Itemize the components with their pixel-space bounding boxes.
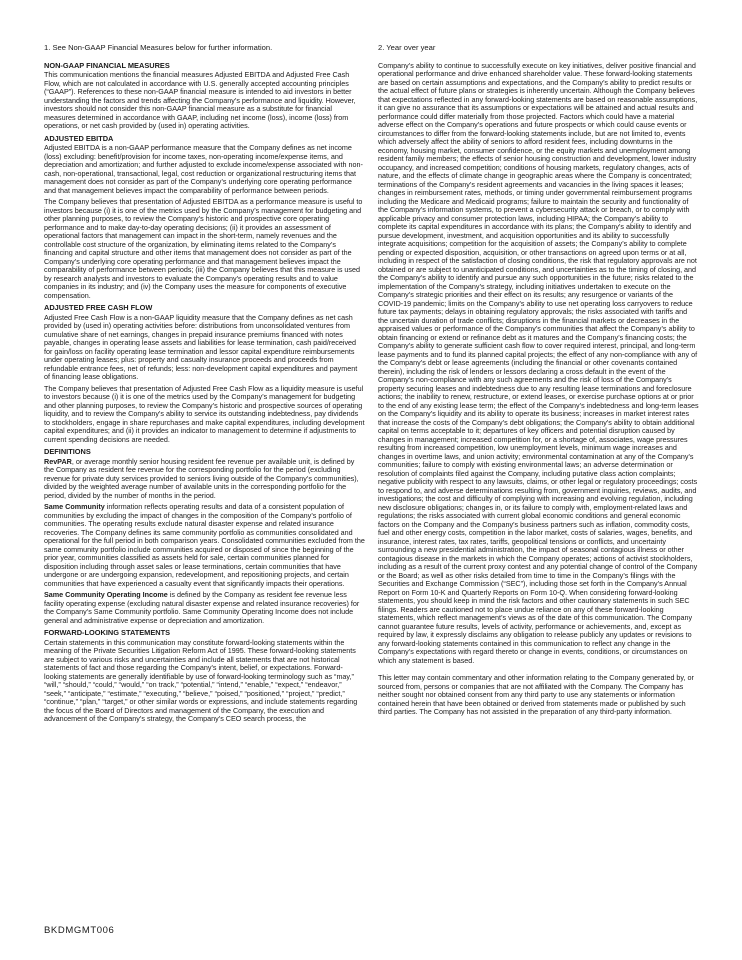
- heading-adjusted-ebitda: ADJUSTED EBITDA: [44, 133, 114, 143]
- term-revpar: RevPAR: [44, 456, 72, 466]
- heading-adjusted-free-cash-flow: ADJUSTED FREE CASH FLOW: [44, 303, 153, 312]
- forward-looking-paragraph: Certain statements in this communication may constitute forward-looking statements within the meaning of the Private Securities Litigation Reform Act of 1995. These forward-looking statements are subject to various risks and uncertainties and include all statements that are not historical statements of fact and those regarding the Company’s intent, belief, or expectations. Forward-looking statements are generally identifiable by use of forward-looking terminology such as “may,” “will,” “should,” “could,” “would,” “on track,” “potential,” “intend,” “enable,” “expect,” “endeavor,” “seek,” “anticipate,” “estimate,” “executing,” “believe,” “poised,” “positioned,” “project,” “predict,” “continue,” “plan,” “target,” or other similar words or expressions, and include statements regarding the focus of the Board of Directors and management of the Company, the execution and advancement of the Company’s strategy, the Company’s CEO search process, the: [44, 637, 358, 723]
- adjusted-free-cash-flow-paragraph-2: The Company believes that presentation of Adjusted Free Cash Flow as a liquidity measure is useful to investors because (i) it is one of the metrics used by the Company’s management for budgeting and other planning purposes, to review the Company’s historic and prospective sources of operating liquidity, and to review the Company’s ability to service its outstanding indebtedness, pay dividends to stockholders, engage in share repurchases and make capital expenditures, including development capital expenditures; and (ii) it provides an indicator to management to determine if adjustments to current spending decisions are needed.: [44, 383, 365, 444]
- left-column: [44, 44, 365, 727]
- adjusted-ebitda-paragraph-1: Adjusted EBITDA is a non-GAAP performance measure that the Company defines as net income (loss) excluding: benefit/provision for income taxes, non-operating income/expense items, and depreciation and amortization; and further adjusted to exclude income/expense associated with non-cash, non-operational, transactional, legal, cost reduction or organizational restructuring items that management does not consider as part of the Company’s underlying core operating performance and that management believes impact the comparability of performance between periods.: [44, 143, 363, 195]
- right-column: [378, 44, 699, 720]
- heading-non-gaap: NON-GAAP FINANCIAL MEASURES: [44, 60, 170, 70]
- non-gaap-paragraph: This communication mentions the financial measures Adjusted EBITDA and Adjusted Free Cash Flow, which are not calculated in accordance with U.S. generally accepted accounting principles (“GAAP”). References to these non-GAAP financial measure is intended to aid investors in better understanding the factors and trends affecting the Company’s performance and liquidity. However, investors should not consider this non-GAAP financial measure as a substitute for financial measures determined in accordance with GAAP, including net income (loss), income (loss) from operations, or net cash provided by (used in) operating activities.: [44, 70, 356, 130]
- definition-same-community: [44, 503, 365, 588]
- document-code: BKDMGMT006: [44, 925, 115, 936]
- adjusted-ebitda-paragraph-2: The Company believes that presentation of Adjusted EBITDA as a performance measure is useful to investors because (i) it is one of the metrics used by the Company’s management for budgeting and other planning purposes, to review the Company’s historic and prospective core operating performance and to make day-to-day operating decisions; (ii) it provides an assessment of operational factors that management can impact in the short-term, namely revenues and the controllable cost structure of the organization, by eliminating items related to the Company’s financing and capital structure and other items that management does not consider as part of the Company’s underlying core operating performance and that management believes impact the comparability of performance between periods; (iii) the Company believes that this measure is used by research analysts and investors to evaluate the Company’s operating results and to value companies in its industry; and (iv) the Company uses the measure for components of executive compensation.: [44, 197, 363, 300]
- third-party-disclaimer: This letter may contain commentary and other information relating to the Company generated by, or sourced from, persons or companies that are not affiliated with the Company. The Company has neither sought nor obtained consent from any third party to use any statements or information contained herein that have been obtained or derived from statements made or published by such third parties. The Company has not assisted in the preparation of any third-party information.: [378, 673, 694, 716]
- definition-scoi-text: is defined by the Company as resident fee revenue less facility operating expense (excluding natural disaster expense and related insurance recoveries) for the Company’s Same Community portfolio. Same Community Operating Income does not include general and administrative expense or depreciation and amortization.: [44, 590, 360, 625]
- definition-same-community-operating-income: [44, 591, 365, 625]
- heading-forward-looking-statements: FORWARD-LOOKING STATEMENTS: [44, 628, 171, 637]
- footnote-1: 1. See Non-GAAP Financial Measures below for further information.: [44, 43, 273, 52]
- definition-same-community-text: information reflects operating results and data of a consistent population of communities by excluding the impact of changes in the composition of the Company’s portfolio of communities. The operating results exclude natural disaster expense and related insurance recoveries. The Company defines its same community portfolio as communities consolidated and operational for the full period in both comparison years. Consolidated communities excluded from the same community portfolio include communities acquired or disposed of since the beginning of the prior year, communities classified as assets held for sale, certain communities planned for disposition including through asset sales or lease terminations, certain communities that have undergone or are undergoing expansion, redevelopment, and repositioning projects, and certain communities that have experienced a casualty event that significantly impacts their operations.: [44, 502, 365, 588]
- footnote-2: 2. Year over year: [378, 43, 436, 52]
- term-same-community: Same Community: [44, 502, 105, 511]
- forward-looking-continuation: Company’s ability to continue to successfully execute on key initiatives, deliver positive financial and operational performance and drive enhanced shareholder value. These forward-looking statements are based on certain assumptions and expectations, and the Company’s ability to predict results or the actual effect of future plans or strategies is inherently uncertain. Although the Company believes that expectations reflected in any forward-looking statements are based on reasonable assumptions, it can give no assurance that its assumptions or expectations will be attained and actual results and performance could differ materially from those projected. Factors which could have a material adverse effect on the Company’s operations and future prospects or which could cause events or circumstances to differ from the forward-looking statements include, but are not limited to, events which adversely affect the ability of seniors to afford resident fees, including downturns in the economy, housing market, consumer confidence, or the equity markets and unemployment among resident family members; the effects of senior housing construction and development, lower industry occupancy, and increased competition; conditions of housing markets, regulatory changes, acts of nature, and the effects of climate change in geographic areas where the Company is concentrated; terminations of the Company’s resident agreements and vacancies in the living spaces it leases; changes in reimbursement rates, methods, or timing under governmental reimbursement programs including the Medicare and Medicaid programs; failure to maintain the security and functionality of the Company’s information systems, to prevent a cybersecurity attack or breach, or to comply with applicable privacy and consumer protection laws, including HIPAA; the Company’s ability to complete its capital expenditures in accordance with its plans; the Company’s ability to identify and pursue development, investment, and acquisition opportunities and its ability to successfully integrate acquisitions; competition for the acquisition of assets; the Company’s ability to complete pending or expected disposition, acquisition, or other transactions on agreed upon terms or at all, including in respect of the satisfaction of closing conditions, the risk that regulatory approvals are not obtained or are subject to unanticipated conditions, and uncertainties as to the timing of closing, and the Company’s ability to identify and pursue any such opportunities in the future; risks related to the implementation of the Company’s strategy, including initiatives undertaken to execute on the Company’s strategic priorities and their effect on its results; any resurgence or variants of the COVID-19 pandemic; limits on the Company’s ability to use net operating loss carryovers to reduce future tax payments; delays in obtaining regulatory approvals; the risks associated with tariffs and the uncertain duration of trade conflicts; disruptions in the financial markets or decreases in the appraised values or performance of the Company’s communities that affect the Company’s ability to obtain financing or extend or refinance debt as it matures and the Company’s financing costs; the Company’s ability to generate sufficient cash flow to cover required interest, principal, and long-term lease payments and to fund its planned capital projects; the effect of any non-compliance with any of the Company’s debt or lease agreements (including the financial or other covenants contained therein), including the risk of lenders or lessors declaring a cross default in the event of the Company’s non-compliance with any such agreements and the risk of loss of the Company’s property securing leases and indebtedness due to any resulting lease terminations and foreclosure actions; the inability to renew, restructure, or extend leases, or exercise purchase options at or prior to the end of any existing lease term; the effect of the Company’s indebtedness and long-term leases on the Company’s liquidity and its ability to operate its business; increases in market interest rates that increase the costs of the Company’s debt obligations; the Company’s ability to obtain additional capital on terms acceptable to it; departures of key officers and potential disruption caused by changes in management; increased competition for, or a shortage of, associates, wage pressures resulting from increased competition, low unemployment levels, minimum wage increases and changes in overtime laws, and union activity; environmental contamination at any of the Company’s communities; failure to comply with existing environmental laws; an adverse determination or resolution of complaints filed against the Company, including putative class action complaints; negative publicity with respect to any lawsuits, claims, or other legal or regulatory proceedings; costs to respond to, and adverse determinations resulting from, government inquiries, reviews, audits, and investigations; the cost and difficulty of complying with increasing and evolving regulation, including new disclosure obligations; changes in, or its failure to comply with, employment-related laws and regulations; the risks associated with current global economic conditions and general economic factors on the Company and the Company’s business partners such as inflation, commodity costs, fuel and other energy costs, competition in the labor market, costs of salaries, wages, benefits, and insurance, interest rates, tax rates, tariffs, geopolitical tensions or conflicts, and uncertainty surrounding a new presidential administration, the impact of seasonal contagious illness or other contagious disease in the markets in which the Company operates; actions of activist stockholders, including as a result of the current proxy contest and any potential change of control of the Company or the Board; as well as other risks detailed from time to time in the Company’s filings with the Securities and Exchange Commission (“SEC”), including those set forth in the Company’s Annual Report on Form 10-K and Quarterly Reports on Form 10-Q. When considering forward-looking statements, you should keep in mind the risk factors and other cautionary statements in such SEC filings. Readers are cautioned not to place undue reliance on any of these forward-looking statements, which reflect management’s views as of the date of this communication. The Company cannot guarantee future results, levels of activity, performance or achievements, and, except as required by law, it expressly disclaims any obligation to release publicly any updates or revisions to any forward-looking statements contained in this communication to reflect any change in the Company’s expectations with regard thereto or change in events, conditions, or circumstances on which any statement is based.: [378, 60, 699, 665]
- heading-definitions: DEFINITIONS: [44, 447, 91, 456]
- definition-revpar: [44, 458, 365, 501]
- definition-revpar-text: , or average monthly senior housing resident fee revenue per available unit, is defined by the Company as resident fee revenue for the corresponding portfolio for the period (excluding revenue for private duty services provided to seniors living outside of the Company’s communities), divided by the weighted average number of available units in the corresponding portfolio for the period, divided by the number of months in the period.: [44, 456, 359, 500]
- adjusted-free-cash-flow-paragraph-1: Adjusted Free Cash Flow is a non-GAAP liquidity measure that the Company defines as net cash provided by (used in) operating activities before: distributions from unconsolidated ventures from cumulative share of net earnings, changes in prepaid insurance premiums financed with notes payable, changes in operating lease assets and liabilities for lease termination, cash paid/received for gain/loss on facility operating lease termination and lessor capital expenditure reimbursements under operating leases; plus: property and casualty insurance proceeds and proceeds from refundable entrance fees, net of refunds; less: non-development capital expenditures and payment of financing lease obligations.: [44, 312, 358, 381]
- term-same-community-operating-income: Same Community Operating Income: [44, 590, 168, 599]
